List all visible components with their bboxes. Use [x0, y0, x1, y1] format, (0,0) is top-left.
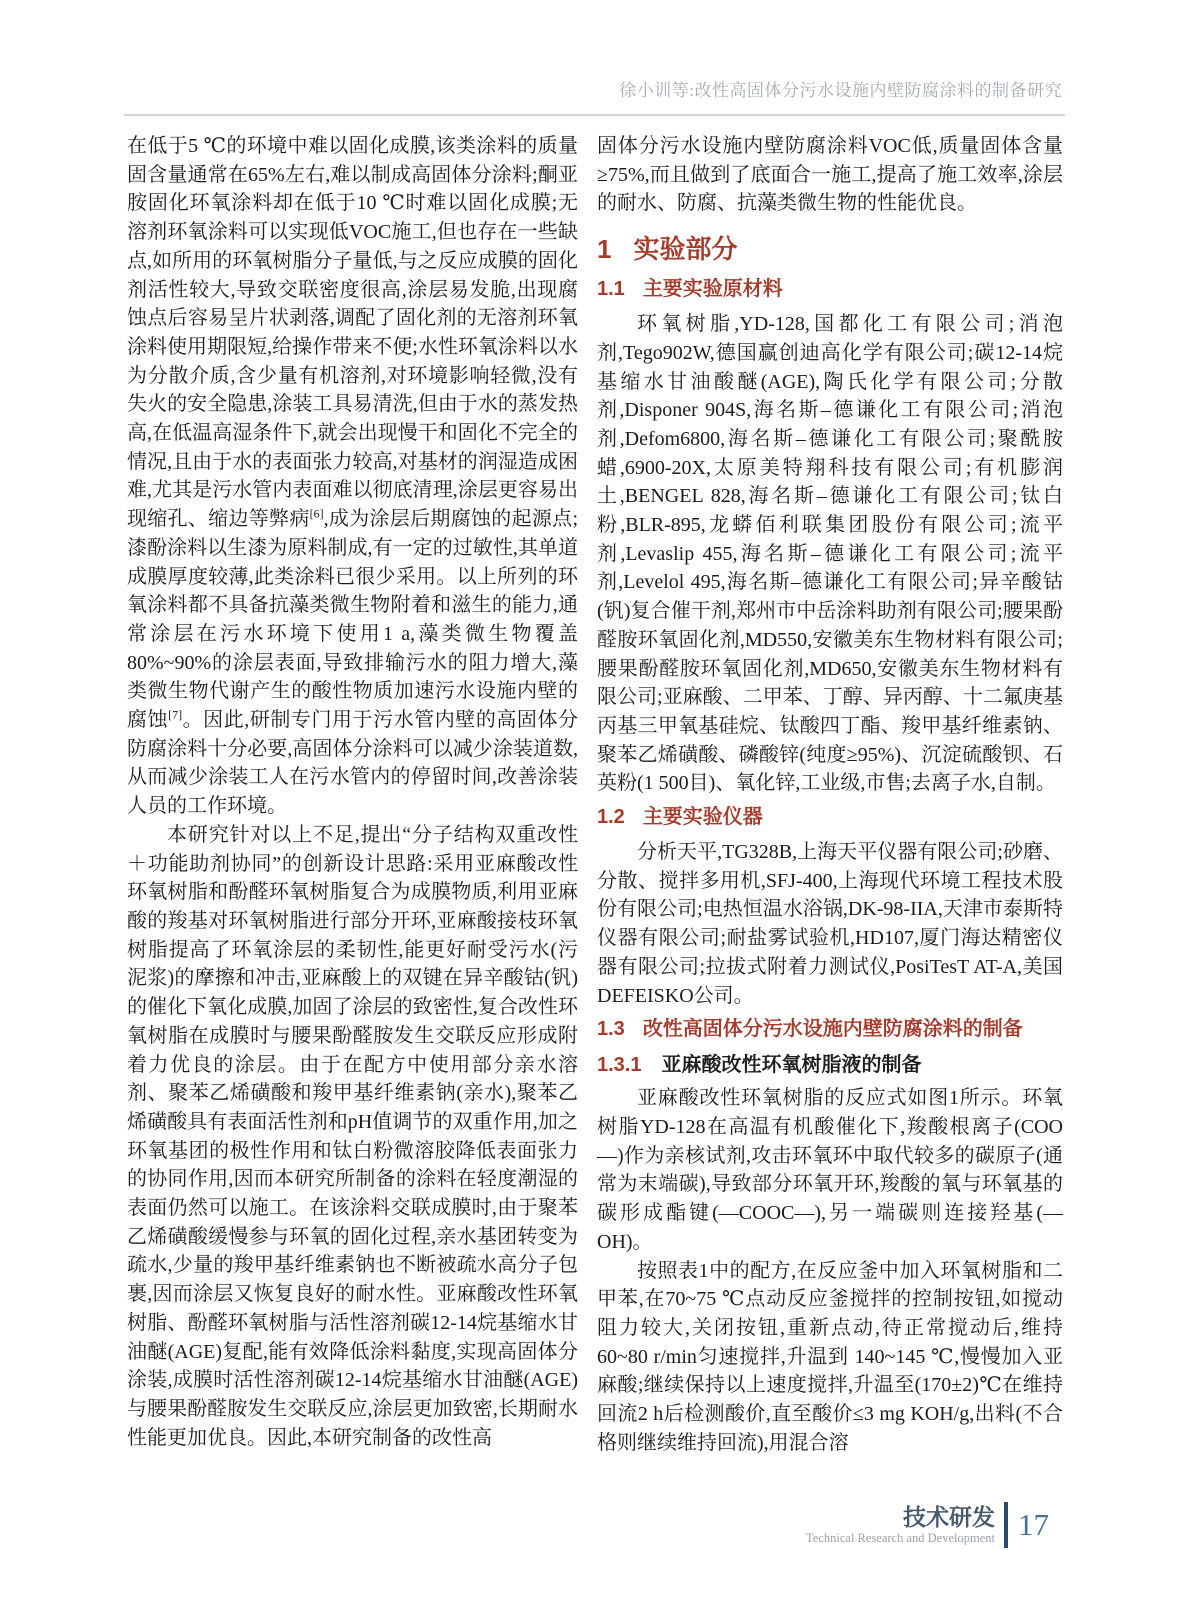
footer-section-labels: [806, 1505, 995, 1546]
subsection-heading-1-3: [597, 1014, 1063, 1044]
subsection-title: 主要实验仪器: [642, 806, 763, 829]
subsection-title: 主要实验原材料: [642, 278, 783, 301]
subsubsection-number: 1.3.1: [597, 1054, 642, 1077]
running-title: 徐小训等:改性高固体分污水设施内壁防腐涂料的制备研究: [619, 81, 1062, 100]
coating-performance-paragraph: 固体分污水设施内壁防腐涂料VOC低,质量固体含量≥75%,而且做到了底面合一施工,提高了施工效率,涂层的耐水、防腐、抗藻类微生物的性能优良。: [597, 135, 1063, 215]
right-column: [597, 132, 1063, 1457]
header-rule: [124, 114, 1065, 116]
procedure-paragraph: 按照表1中的配方,在反应釜中加入环氧树脂和二甲苯,在70~75 ℃点动反应釜搅拌的控制按钮,如搅动阻力较大,关闭按钮,重新点动,待正常搅动后,维持60~80 r/min匀速搅拌,升温到 140~145 ℃,慢慢加入亚麻酸;继续保持以上速度搅拌,升温至(170±2)℃在维持回流2 h后检测酸价,直至酸价≤3 mg KOH/g,出料(不合格则继续维持回流),用混合溶: [597, 1259, 1063, 1454]
subsection-heading-1-2: [597, 802, 1063, 832]
subsection-heading-1-1: [597, 274, 1063, 304]
subsubsection-heading-1-3-1: [597, 1050, 1063, 1080]
footer-section-label-en: Technical Research and Development: [806, 1530, 995, 1545]
reaction-description-paragraph: 亚麻酸改性环氧树脂的反应式如图1所示。环氧树脂YD-128在高温有机酸催化下,羧酸根离子(COO—)作为亲核试剂,攻击环氧环中取代较多的碳原子(通常为末端碳),导致部分环氧开环,羧酸的氧与环氧基的碳形成酯键(—COOC—),另一端碳则连接羟基(—OH)。: [597, 1087, 1063, 1253]
materials-paragraph: 环氧树脂,YD-128,国都化工有限公司;消泡剂,Tego902W,德国赢创迪高化学有限公司;碳12-14烷基缩水甘油酸醚(AGE),陶氏化学有限公司;分散剂,Disponer 904S,海名斯–德谦化工有限公司;消泡剂,Defom6800,海名斯–德谦化工有限公司;聚酰胺蜡,6900-20X,太原美特翔科技有限公司;有机膨润土,BENGEL 828,海名斯–德谦化工有限公司;钛白粉,BLR-895,龙蟒佰利联集团股份有限公司;流平剂,Levaslip 455,海名斯–德谦化工有限公司;流平剂,Levelol 495,海名斯–德谦化工有限公司;异辛酸钴(钒)复合催干剂,郑州市中岳涂料助剂有限公司;腰果酚醛胺环氧固化剂,MD550,安徽美东生物材料有限公司;腰果酚醛胺环氧固化剂,MD650,安徽美东生物材料有限公司;亚麻酸、二甲苯、丁醇、异丙醇、十二氟庚基丙基三甲氧基硅烷、钛酸四丁酯、羧甲基纤维素钠、聚苯乙烯磺酸、磷酸锌(纯度≥95%)、沉淀硫酸钡、石英粉(1 500目)、氧化锌,工业级,市售;去离子水,自制。: [597, 313, 1063, 795]
subsection-title: 改性高固体分污水设施内壁防腐涂料的制备: [642, 1018, 1023, 1041]
intro-continuation-paragraph: 在低于5 ℃的环境中难以固化成膜,该类涂料的质量固含量通常在65%左右,难以制成高固体分涂料;酮亚胺固化环氧涂料却在低于10 ℃时难以固化成膜;无溶剂环氧涂料可以实现低VOC施工,但也存在一些缺点,如所用的环氧树脂分子量低,与之反应成膜的固化剂活性较大,导致交联密度很高,涂层易发脆,出现腐蚀点后容易呈片状剥落,调配了固化剂的无溶剂环氧涂料使用期限短,给操作带来不便;水性环氧涂料以水为分散介质,含少量有机溶剂,对环境影响轻微,没有失火的安全隐患,涂装工具易清洗,但由于水的蒸发热高,在低温高湿条件下,就会出现慢干和固化不完全的情况,且由于水的表面张力较高,对基材的润湿造成困难,尤其是污水管内表面难以彻底清理,涂层更容易出现缩孔、缩边等弊病[6],成为涂层后期腐蚀的起源点;漆酚涂料以生漆为原料制成,有一定的过敏性,其单道成膜厚度较薄,此类涂料已很少采用。以上所列的环氧涂料都不具备抗藻类微生物附着和滋生的能力,通常涂层在污水环境下使用1 a,藻类微生物覆盖80%~90%的涂层表面,导致排输污水的阻力增大,藻类微生物代谢产生的酸性物质加速污水设施内壁的腐蚀[7]。因此,研制专门用于污水管内壁的高固体分防腐涂料十分必要,高固体分涂料可以减少涂装道数,从而减少涂装工人在污水管内的停留时间,改善涂装人员的工作环境。: [127, 135, 579, 818]
section-title: 实验部分: [633, 234, 738, 265]
two-column-layout: [127, 132, 1063, 1457]
subsection-number: 1.3: [597, 1018, 625, 1041]
subsection-number: 1.1: [597, 278, 625, 301]
subsubsection-title: 亚麻酸改性环氧树脂液的制备: [661, 1054, 922, 1077]
footer-divider: [1004, 1502, 1008, 1548]
subsection-number: 1.2: [597, 806, 625, 829]
left-column: [127, 132, 578, 1457]
page-footer: [806, 1502, 1049, 1548]
section-number: 1: [597, 234, 612, 265]
page-number: 17: [1018, 1507, 1049, 1542]
section-heading-1: [597, 233, 1063, 265]
research-approach-paragraph: 本研究针对以上不足,提出“分子结构双重改性＋功能助剂协同”的创新设计思路:采用亚麻酸改性环氧树脂和酚醛环氧树脂复合为成膜物质,利用亚麻酸的羧基对环氧树脂进行部分开环,亚麻酸接枝环氧树脂提高了环氧涂层的柔韧性,能更好耐受污水(污泥浆)的摩擦和冲击,亚麻酸上的双键在异辛酸钴(钒)的催化下氧化成膜,加固了涂层的致密性,复合改性环氧树脂在成膜时与腰果酚醛胺发生交联反应形成附着力优良的涂层。由于在配方中使用部分亲水溶剂、聚苯乙烯磺酸和羧甲基纤维素钠(亲水),聚苯乙烯磺酸具有表面活性剂和pH值调节的双重作用,加之环氧基团的极性作用和钛白粉微溶胶降低表面张力的协同作用,因而本研究所制备的涂料在轻度潮湿的表面仍然可以施工。在该涂料交联成膜时,由于聚苯乙烯磺酸缓慢参与环氧的固化过程,亲水基团转变为疏水,少量的羧甲基纤维素钠也不断被疏水高分子包裹,因而涂层又恢复良好的耐水性。亚麻酸改性环氧树脂、酚醛环氧树脂与活性溶剂碳12-14烷基缩水甘油醚(AGE)复配,能有效降低涂料黏度,实现高固体分涂装,成膜时活性溶剂碳12-14烷基缩水甘油醚(AGE)与腰果酚醛胺发生交联反应,涂层更加致密,长期耐水性能更加优良。因此,本研究制备的改性高: [127, 823, 578, 1449]
instruments-paragraph: 分析天平,TG328B,上海天平仪器有限公司;砂磨、分散、搅拌多用机,SFJ-400,上海现代环境工程技术股份有限公司;电热恒温水浴锅,DK-98-IIA,天津市泰斯特仪器有限公司;耐盐雾试验机,HD107,厦门海达精密仪器有限公司;拉拔式附着力测试仪,PosiTesT AT-A,美国DEFEISKO公司。: [597, 841, 1063, 1007]
footer-section-label-cn: 技术研发: [903, 1503, 995, 1530]
